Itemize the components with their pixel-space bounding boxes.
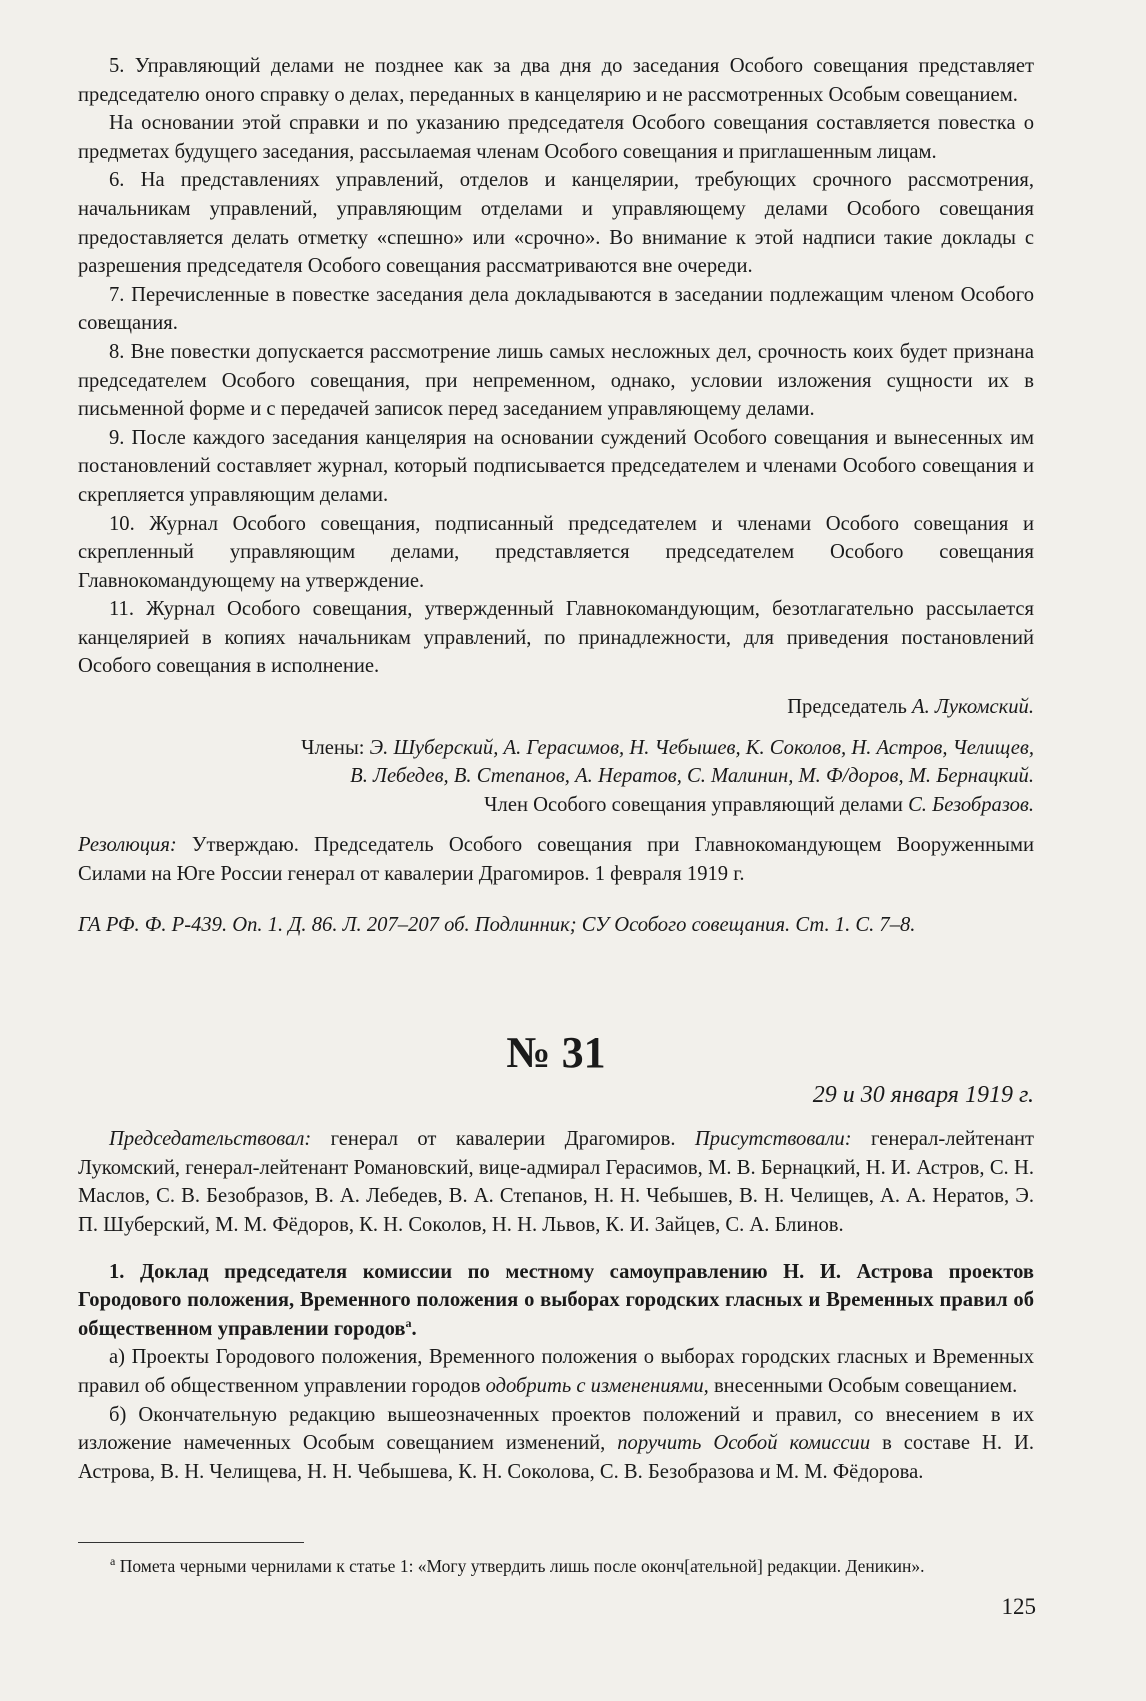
item-1-heading-text: 1. Доклад председателя комиссии по местному самоуправлению Н. И. Астрова проектов Городового положения, Временного положения о выборах городских гласных и Временных правил об общественном управлении городов (78, 1260, 1034, 1340)
members-label: Члены: (301, 736, 370, 759)
page-content (78, 52, 1034, 1486)
item-1-a-end: внесенными Особым совещанием. (708, 1374, 1018, 1397)
item-1-b (78, 1401, 1034, 1487)
paragraph-5: 5. Управляющий делами не позднее как за два дня до заседания Особого совещания представляет председателю оного справку о делах, переданных в канцелярию и не рассмотренных Особым совещанием. (78, 55, 1034, 106)
attendance-paragraph (78, 1125, 1034, 1239)
paragraph-10: 10. Журнал Особого совещания, подписанный председателем и членами Особого совещания и скрепленный управляющим делами, представляется председателем Особого совещания Главнокомандующему на утверждение. (78, 512, 1034, 592)
resolution-text: Утверждаю. Председатель Особого совещания при Главнокомандующем Вооруженными Силами на Юге России генерал от кавалерии Драгомиров. 1 февраля 1919 г. (78, 834, 1034, 886)
item-1-heading (78, 1258, 1034, 1344)
manager-signature (78, 791, 1034, 820)
resolution-label: Резолюция: (78, 834, 177, 857)
archive-reference: ГА РФ. Ф. Р-439. Оп. 1. Д. 86. Л. 207–207 об. Подлинник; СУ Особого совещания. Ст. 1. С. 7–8. (78, 913, 916, 936)
paragraph-7: 7. Перечисленные в повестке заседания дела докладываются в заседании подлежащим членом Особого совещания. (78, 283, 1034, 335)
manager-label: Член Особого совещания управляющий делами (484, 793, 909, 816)
item-1-a-start: а) Проекты Городового положения, Временного положения о выборах городских гласных и Временных правил об общественном управлении городов (78, 1346, 1034, 1397)
manager-name: С. Безобразов. (908, 793, 1034, 816)
paragraph-6: 6. На представлениях управлений, отделов и канцелярии, требующих срочного рассмотрения, начальникам управлений, управляющим отделами и управляющему делами Особого совещания предоставляется делать отметку «спешно» или «срочно». Во внимание к этой надписи такие доклады с разрешения председателя Особого совещания рассматриваются вне очереди. (78, 169, 1034, 278)
item-1-heading-period: . (411, 1317, 417, 1340)
document-date: 29 и 30 января 1919 г. (812, 1082, 1034, 1109)
paragraph-11: 11. Журнал Особого совещания, утвержденный Главнокомандующим, безотлагательно рассылается канцелярией в копиях начальникам управлений, по принадлежности, для приведения постановлений Особого совещания в исполнение. (78, 598, 1034, 678)
members-names-2: В. Лебедев, В. Степанов, А. Нератов, С. Малинин, М. Ф/доров, М. Бернацкий. (350, 765, 1034, 788)
paragraph-5-continuation: На основании этой справки и по указанию председателя Особого совещания составляется повестка о предметах будущего заседания, рассылаемая членам Особого совещания и приглашенным лицам. (78, 112, 1034, 163)
chaired-text: генерал от кавалерии Драгомиров. (311, 1128, 695, 1151)
resolution (78, 831, 1034, 888)
chairman-signature (78, 693, 1034, 722)
item-1-a-emphasis: одобрить с изменениями, (485, 1374, 709, 1397)
item-1-b-start: б) Окончательную редакцию вышеозначенных проектов положений и правил, со внесением в их изложение намеченных Особым совещанием изменений, (78, 1403, 1034, 1455)
item-1-a (78, 1343, 1034, 1400)
item-1-b-end: в составе Н. И. Астрова, В. Н. Челищева, Н. Н. Чебышева, К. Н. Соколова, С. В. Безобразова и М. М. Фёдорова. (78, 1432, 1034, 1483)
chairman-label: Председатель (787, 696, 913, 719)
chairman-name: А. Лукомский. (912, 696, 1034, 719)
present-text: генерал-лейтенант Лукомский, генерал-лейтенант Романовский, вице-адмирал Герасимов, М. В. Бернацкий, Н. И. Астров, С. Н. Маслов, С. В. Безобразов, В. А. Лебедев, В. А. Степанов, Н. Н. Чебышев, В. Н. Челищев, А. А. Нератов, Э. П. Шуберский, М. М. Фёдоров, К. Н. Соколов, Н. Н. Львов, К. И. Зайцев, С. А. Блинов. (78, 1128, 1034, 1236)
chaired-label: Председательствовал: (109, 1128, 312, 1151)
item-1-b-emphasis: поручить Особой комиссии (617, 1432, 871, 1455)
members-signature-line-1 (78, 734, 1034, 763)
footnote-ref: а (405, 1315, 412, 1330)
present-label: Присутствовали: (694, 1128, 852, 1151)
footnote (110, 1554, 1040, 1578)
footnote-text: Помета черными чернилами к статье 1: «Могу утвердить лишь после оконч[ательной] редакции. Деникин». (115, 1556, 925, 1576)
document-number: № 31 (506, 1028, 606, 1078)
footnote-divider (78, 1542, 304, 1543)
page-number: 125 (1001, 1594, 1036, 1619)
paragraph-9: 9. После каждого заседания канцелярия на основании суждений Особого совещания и вынесенных им постановлений составляет журнал, который подписывается председателем и членами Особого совещания и скрепляется управляющим делами. (78, 426, 1034, 506)
members-names-1: Э. Шуберский, А. Герасимов, Н. Чебышев, К. Соколов, Н. Астров, Челищев, (369, 736, 1034, 759)
footnote-mark: а (110, 1554, 116, 1569)
paragraph-8: 8. Вне повестки допускается рассмотрение лишь самых несложных дел, срочность коих будет признана председателем Особого совещания, при непременном, однако, условии изложения сущности их в письменной форме и с передачей записок перед заседанием управляющему делами. (78, 340, 1034, 421)
members-signature-line-2 (78, 762, 1034, 791)
